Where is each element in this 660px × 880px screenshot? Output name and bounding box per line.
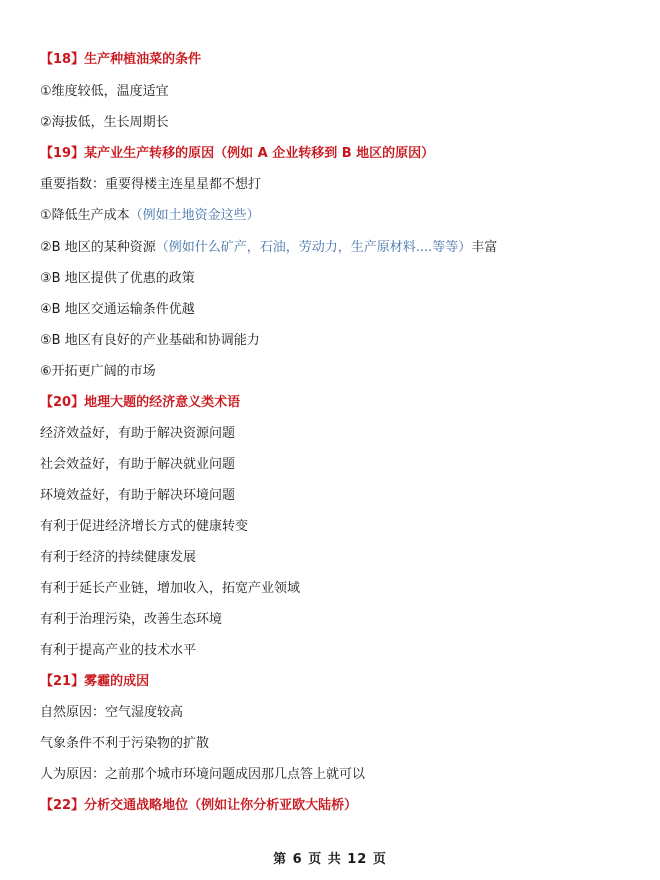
section-20-item-3: 环境效益好，有助于解决环境问题	[40, 488, 236, 503]
section-19-item-3: ③B 地区提供了优惠的政策	[40, 271, 195, 286]
page-number: 第 6 页 共 12 页	[273, 852, 387, 867]
section-18-item-1: ①维度较低，温度适宜	[40, 84, 169, 99]
section-22-heading: 【22】分析交通战略地位（例如让你分析亚欧大陆桥）	[40, 798, 358, 813]
section-19-item-1	[40, 208, 260, 224]
section-19-item-2-prefix: ②B 地区的某种资源	[40, 240, 156, 255]
section-19-item-1-text: ①降低生产成本	[40, 208, 130, 223]
section-20-item-6: 有利于延长产业链，增加收入，拓宽产业领域	[40, 581, 301, 596]
section-20-item-1: 经济效益好，有助于解决资源问题	[40, 426, 236, 441]
section-19-item-1-hint: （例如土地资金这些）	[129, 208, 260, 223]
section-20-item-5: 有利于经济的持续健康发展	[40, 550, 197, 565]
section-21-item-1: 自然原因：空气湿度较高	[40, 705, 184, 720]
section-19-item-2	[40, 240, 497, 256]
section-19-item-4: ④B 地区交通运输条件优越	[40, 302, 195, 317]
section-19-item-5: ⑤B 地区有良好的产业基础和协调能力	[40, 333, 260, 348]
section-19-heading: 【19】某产业生产转移的原因（例如 A 企业转移到 B 地区的原因）	[40, 146, 435, 161]
section-19-key-note: 重要指数：重要得楼主连星星都不想打	[40, 177, 262, 192]
section-21-item-2: 气象条件不利于污染物的扩散	[40, 736, 210, 751]
section-19-item-6: ⑥开拓更广阔的市场	[40, 364, 156, 379]
section-21-heading: 【21】雾霾的成因	[40, 674, 150, 689]
section-20-item-7: 有利于治理污染，改善生态环境	[40, 612, 223, 627]
section-20-item-8: 有利于提高产业的技术水平	[40, 643, 197, 658]
section-18-heading: 【18】生产种植油菜的条件	[40, 52, 202, 67]
section-21-item-3: 人为原因：之前那个城市环境问题成因那几点答上就可以	[40, 767, 366, 782]
section-20-heading: 【20】地理大题的经济意义类术语	[40, 395, 241, 410]
section-19-item-2-hint: （例如什么矿产，石油，劳动力，生产原材料....等等）	[155, 240, 472, 255]
section-18-item-2: ②海拔低，生长周期长	[40, 115, 169, 130]
section-20-item-2: 社会效益好，有助于解决就业问题	[40, 457, 236, 472]
section-19-item-2-suffix: 丰富	[471, 240, 498, 255]
section-20-item-4: 有利于促进经济增长方式的健康转变	[40, 519, 249, 534]
